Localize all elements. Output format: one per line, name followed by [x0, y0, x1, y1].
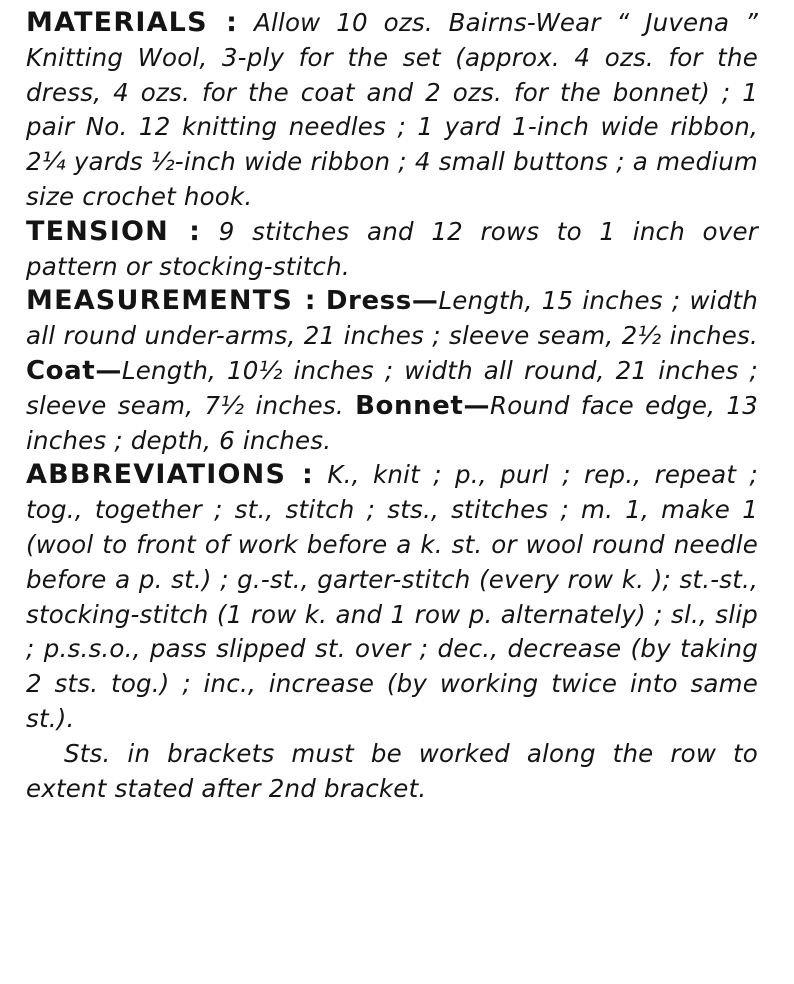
tension-heading: TENSION : [26, 215, 202, 247]
coat-label: Coat— [26, 355, 122, 386]
tension-paragraph [26, 215, 758, 285]
knitting-pattern-page [26, 6, 758, 806]
abbreviations-text: K., knit ; p., purl ; rep., repeat ; tog., together ; st., stitch ; sts., stitches ; m. 1, make 1 (wool to front of work before a k. st. or wool round needle before a p. st.) ; g.-st., garter-stitch (every row k. ); st.-st., stocking-stitch (1 row k. and 1 row p. alternately) ; sl., slip ; p.s.s.o., pass slipped st. over ; dec., decrease (by taking 2 sts. tog.) ; inc., increase (by working twice into same st.). [26, 460, 758, 733]
bracket-note-paragraph [26, 737, 758, 807]
dress-measurements: Length, 15 inches ; width all round under-arms, 21 inches ; sleeve seam, 2½ inches. [26, 286, 758, 351]
measurements-heading: MEASUREMENTS : [26, 285, 317, 317]
abbreviations-heading: ABBREVIATIONS : [26, 459, 315, 491]
dress-label: Dress— [325, 286, 439, 317]
tension-text: 9 stitches and 12 rows to 1 inch over pattern or stocking-stitch. [26, 216, 758, 281]
materials-paragraph [26, 6, 758, 215]
bonnet-label: Bonnet— [355, 390, 491, 421]
materials-heading: MATERIALS : [26, 7, 239, 38]
measurements-paragraph [26, 284, 758, 458]
abbreviations-paragraph [26, 458, 758, 736]
bracket-note-text: Sts. in brackets must be worked along the row to extent stated after 2nd bracket. [26, 738, 758, 803]
bonnet-measurements: Round face edge, 13 inches ; depth, 6 inches. [26, 390, 758, 455]
materials-text: Allow 10 ozs. Bairns-Wear “ Juvena ” Knitting Wool, 3-ply for the set (approx. 4 ozs. for the dress, 4 ozs. for the coat and 2 ozs. for the bonnet) ; 1 pair No. 12 knitting needles ; 1 yard 1-inch wide ribbon, 2¼ yards ½-inch wide ribbon ; 4 small buttons ; a medium size crochet hook. [26, 8, 758, 211]
coat-measurements: Length, 10½ inches ; width all round, 21 inches ; sleeve seam, 7½ inches. [26, 355, 758, 420]
